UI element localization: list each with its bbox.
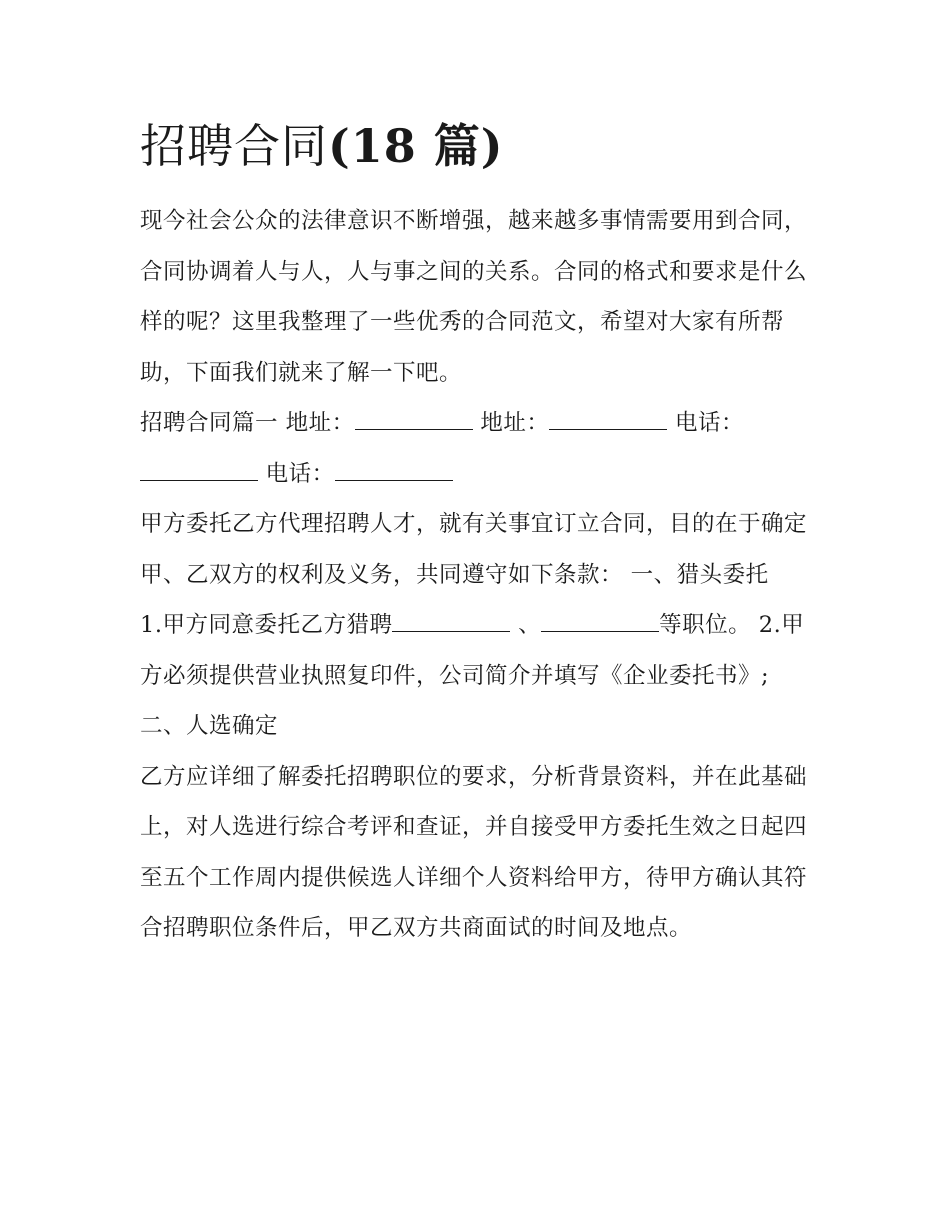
- intro-paragraph: 现今社会公众的法律意识不断增强，越来越多事情需要用到合同，合同协调着人与人，人与事之间的关系。合同的格式和要求是什么样的呢？这里我整理了一些优秀的合同范文，希望对大家有所帮助，下面我们就来了解一下吧。: [140, 208, 808, 386]
- section2-heading: 二、人选确定: [140, 713, 279, 739]
- document-page: [140, 110, 820, 954]
- section1-heading: 招聘合同篇一: [140, 410, 279, 436]
- item1-prefix: 1.甲方同意委托乙方猎聘: [140, 612, 393, 638]
- item1-paragraph: [140, 600, 820, 701]
- title-suffix: (18 篇): [328, 119, 504, 173]
- phone-blank-2: [335, 458, 453, 481]
- contact-paragraph: [140, 398, 820, 499]
- title-main: 招聘合同: [140, 119, 328, 173]
- address-label-1: 地址：: [285, 410, 355, 436]
- phone-blank-1: [140, 458, 258, 481]
- document-title: [140, 110, 820, 182]
- address-blank-2: [549, 407, 667, 430]
- section2-body: 乙方应详细了解委托招聘职位的要求，分析背景资料，并在此基础上，对人选进行综合考评和查证，并自接受甲方委托生效之日起四至五个工作周内提供候选人详细个人资料给甲方，待甲方确认其符合招聘职位条件后，甲乙双方共商面试的时间及地点。: [140, 763, 808, 941]
- item1-suffix: 等职位。 2.甲方必须提供营业执照复印件，公司简介并填写《企业委托书》;: [140, 612, 805, 689]
- address-label-2: 地址：: [480, 410, 550, 436]
- phone-label-1: 电话：: [675, 410, 745, 436]
- position-blank-2: [541, 609, 659, 632]
- purpose-paragraph: 甲方委托乙方代理招聘人才，就有关事宜订立合同，目的在于确定甲、乙双方的权利及义务，共同遵守如下条款： 一、猎头委托: [140, 511, 808, 588]
- item1-sep: 、: [510, 612, 542, 638]
- position-blank-1: [392, 609, 510, 632]
- address-blank-1: [355, 407, 473, 430]
- phone-label-2: 电话：: [265, 460, 335, 487]
